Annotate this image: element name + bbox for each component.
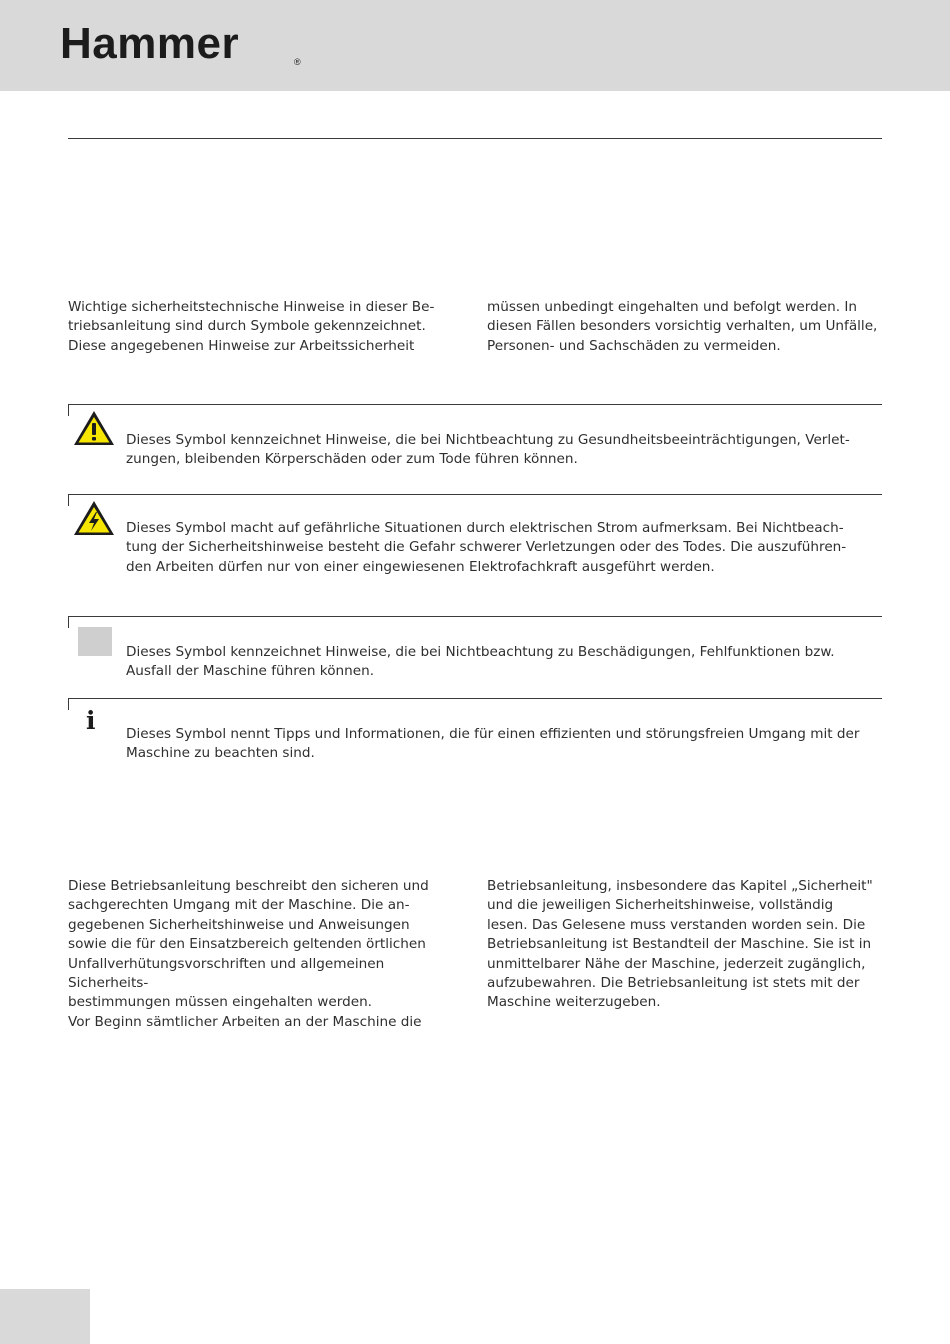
notice-info-text — [126, 725, 871, 764]
text-line: Dieses Symbol kennzeichnet Hinweise, die bei Nichtbeachtung zu Gesundheitsbeeinträchtigungen, Verlet- — [126, 432, 850, 448]
text-line: Diese angegebenen Hinweise zur Arbeitssicherheit — [68, 337, 415, 354]
notice-divider — [68, 404, 882, 405]
body-column-right — [487, 877, 887, 1013]
text-line: Unfallverhütungsvorschriften und allgemeinen Sicherheits- — [68, 955, 385, 992]
electric-hazard-icon — [72, 499, 116, 537]
text-line: Maschine weiterzugeben. — [487, 994, 661, 1011]
text-line: lesen. Das Gelesene muss verstanden worden sein. Die — [487, 916, 866, 933]
info-icon: i — [86, 706, 96, 735]
text-line: Betriebsanleitung, insbesondere das Kapitel „Sicherheit" — [487, 878, 873, 894]
text-line: tung der Sicherheitshinweise besteht die Gefahr schwerer Verletzungen oder des Todes. Die auszuführen- — [126, 539, 847, 556]
intro-column-left — [68, 298, 468, 356]
caution-box-icon — [78, 627, 112, 656]
text-line: diesen Fällen besonders vorsichtig verhalten, um Unfälle, — [487, 318, 878, 335]
text-line: Dieses Symbol nennt Tipps und Informationen, die für einen effizienten und störungsfreien Umgang mit der — [126, 726, 860, 742]
registered-mark: ® — [294, 57, 301, 67]
text-line: aufzubewahren. Die Betriebsanleitung ist stets mit der — [487, 975, 860, 992]
notice-divider-tick — [68, 616, 69, 628]
notice-divider-tick — [68, 404, 69, 416]
notice-divider — [68, 698, 882, 699]
text-line: sowie die für den Einsatzbereich geltenden örtlichen — [68, 936, 426, 953]
notice-divider-tick — [68, 698, 69, 710]
body-column-left — [68, 877, 468, 1032]
text-line: und die jeweiligen Sicherheitshinweise, vollständig — [487, 897, 834, 914]
text-line: Ausfall der Maschine führen können. — [126, 663, 375, 680]
intro-column-right — [487, 298, 887, 356]
notice-electric-text — [126, 519, 871, 577]
text-line: Dieses Symbol macht auf gefährliche Situationen durch elektrischen Strom aufmerksam. Bei Nichtbeach- — [126, 520, 844, 536]
notice-divider — [68, 494, 882, 495]
text-line: zungen, bleibenden Körperschäden oder zum Tode führen können. — [126, 451, 578, 468]
text-line: Diese Betriebsanleitung beschreibt den sicheren und — [68, 878, 429, 894]
notice-divider-tick — [68, 494, 69, 506]
notice-caution-text — [126, 643, 871, 682]
text-line: bestimmungen müssen eingehalten werden. — [68, 994, 373, 1011]
text-line: triebsanleitung sind durch Symbole gekennzeichnet. — [68, 318, 426, 335]
page-corner-tab — [0, 1289, 90, 1344]
text-line: Dieses Symbol kennzeichnet Hinweise, die bei Nichtbeachtung zu Beschädigungen, Fehlfunktionen bzw. — [126, 644, 835, 660]
text-line: Wichtige sicherheitstechnische Hinweise in dieser Be- — [68, 299, 435, 315]
text-line: müssen unbedingt eingehalten und befolgt werden. In — [487, 299, 857, 315]
notice-divider — [68, 616, 882, 617]
header-rule — [68, 138, 882, 139]
text-line: gegebenen Sicherheitshinweise und Anweisungen — [68, 916, 410, 933]
text-line: den Arbeiten dürfen nur von einer eingewiesenen Elektrofachkraft ausgeführt werden. — [126, 558, 715, 575]
text-line: unmittelbarer Nähe der Maschine, jederzeit zugänglich, — [487, 955, 866, 972]
text-line: sachgerechten Umgang mit der Maschine. Die an- — [68, 897, 410, 914]
text-line: Maschine zu beachten sind. — [126, 745, 315, 762]
notice-warning-text — [126, 431, 871, 470]
text-line: Personen- und Sachschäden zu vermeiden. — [487, 337, 781, 354]
text-line: Betriebsanleitung ist Bestandteil der Maschine. Sie ist in — [487, 936, 872, 953]
warning-triangle-icon — [72, 409, 116, 447]
text-line: Vor Beginn sämtlicher Arbeiten an der Maschine die — [68, 1013, 422, 1030]
brand-logo: Hammer — [60, 19, 240, 68]
